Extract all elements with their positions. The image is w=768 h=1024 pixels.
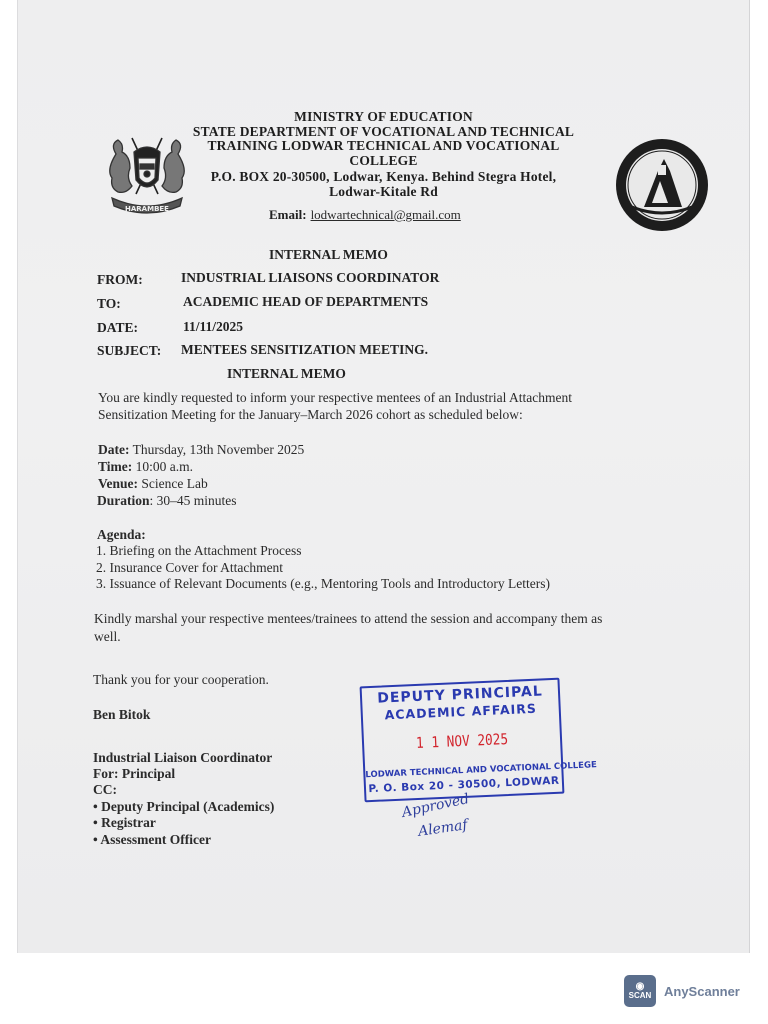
email-line: [269, 206, 461, 224]
meeting-time-value: 10:00 a.m.: [132, 459, 193, 474]
memo-title: INTERNAL MEMO: [269, 247, 388, 262]
letterhead-line-training: TRAINING LODWAR TECHNICAL AND VOCATIONAL: [207, 138, 560, 153]
from-label: FROM:: [97, 272, 143, 287]
meeting-venue-label: Venue:: [98, 476, 139, 491]
intro-line-1: You are kindly requested to inform your respective mentees of an Industrial Attachment: [98, 390, 573, 405]
meeting-duration-value: : 30–45 minutes: [149, 493, 237, 508]
meeting-duration: [97, 493, 237, 509]
handwritten-approval-icon: [396, 790, 506, 840]
from-value: INDUSTRIAL LIAISONS COORDINATOR: [181, 270, 440, 285]
signatory-name: Ben Bitok: [93, 707, 151, 722]
scanner-logo-icon: ◉ SCAN: [624, 975, 656, 1007]
meeting-time-label: Time:: [98, 459, 133, 474]
scanner-name: AnyScanner: [664, 983, 740, 999]
to-label: TO:: [97, 296, 121, 311]
meeting-venue-value: Science Lab: [138, 476, 208, 491]
scanner-watermark: [624, 975, 740, 1007]
official-stamp: [360, 678, 598, 803]
subject-label: SUBJECT:: [97, 343, 162, 358]
agenda-item: 2. Insurance Cover for Attachment: [96, 560, 284, 575]
crest-motto: HARAMBEE: [125, 205, 169, 213]
meeting-date-label: Date:: [98, 442, 130, 457]
intro-line-2: Sensitization Meeting for the January–March 2026 cohort as scheduled below:: [98, 407, 523, 422]
to-value: ACADEMIC HEAD OF DEPARTMENTS: [183, 294, 429, 309]
subject-value: MENTEES SENSITIZATION MEETING.: [181, 342, 428, 357]
signatory-title: Industrial Liaison Coordinator: [93, 750, 273, 765]
memo-title-secondary: INTERNAL MEMO: [227, 366, 346, 381]
handwriting-initials: Alemaf: [417, 817, 469, 840]
letterhead-line-ministry: MINISTRY OF EDUCATION: [294, 109, 473, 124]
stamp-title: DEPUTY PRINCIPAL: [376, 683, 544, 707]
meeting-time: [98, 459, 193, 475]
agenda-item: 1. Briefing on the Attachment Process: [96, 543, 302, 558]
date-label: DATE:: [97, 320, 139, 335]
scanner-logo-text: SCAN: [628, 991, 652, 1000]
email-label: Email:: [269, 207, 307, 222]
handwriting-approved: Approved: [400, 791, 471, 821]
letterhead-line-address: P.O. BOX 20-30500, Lodwar, Kenya. Behind Stegra Hotel,: [210, 169, 557, 184]
email-link[interactable]: lodwartechnical@gmail.com: [310, 207, 461, 222]
meeting-date: [98, 442, 304, 458]
agenda-item: 3. Issuance of Relevant Documents (e.g., Mentoring Tools and Introductory Letters): [96, 576, 550, 591]
college-seal-icon: [614, 137, 710, 233]
cc-label: CC:: [93, 782, 117, 797]
stamp-college: LODWAR TECHNICAL AND VOCATIONAL COLLEGE: [365, 760, 598, 781]
stamp-date: 1 1 NOV 2025: [415, 729, 509, 752]
date-value: 11/11/2025: [183, 319, 244, 334]
meeting-duration-label: Duration: [97, 493, 150, 508]
cc-item: • Assessment Officer: [93, 832, 211, 847]
closing-line-1: Kindly marshal your respective mentees/trainees to attend the session and accompany them as: [94, 611, 603, 626]
closing-line-2: well.: [94, 629, 121, 644]
stamp-address: P. O. Box 20 - 30500, LODWAR: [368, 774, 560, 796]
letterhead-line-road: Lodwar-Kitale Rd: [329, 184, 438, 199]
meeting-date-value: Thursday, 13th November 2025: [129, 442, 305, 457]
letterhead-line-college: COLLEGE: [349, 153, 418, 168]
agenda-title: Agenda:: [97, 527, 146, 542]
letterhead-line-department: STATE DEPARTMENT OF VOCATIONAL AND TECHNICAL: [192, 124, 575, 139]
cc-item: • Registrar: [93, 815, 156, 830]
stamp-subtitle: ACADEMIC AFFAIRS: [384, 700, 538, 723]
document-page: [18, 0, 749, 953]
cc-item: • Deputy Principal (Academics): [93, 799, 275, 814]
signatory-for: For: Principal: [93, 766, 176, 781]
thanks-line: Thank you for your cooperation.: [93, 672, 269, 687]
meeting-venue: [98, 476, 208, 492]
